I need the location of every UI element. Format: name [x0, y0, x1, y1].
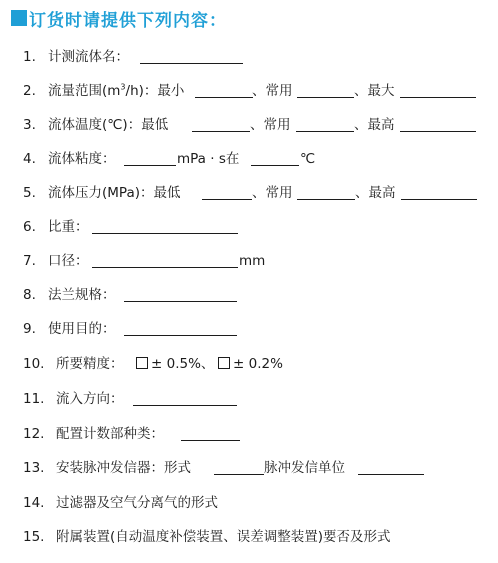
- accuracy-option-0-5[interactable]: ± 0.5%、: [136, 353, 214, 375]
- item-label: 使用目的：: [48, 321, 116, 337]
- fill-blank-type[interactable]: [214, 474, 264, 475]
- item-number: 6.: [23, 219, 36, 235]
- item-pulse-transmitter: [0, 457, 498, 479]
- fill-blank-normal[interactable]: [297, 97, 354, 98]
- fill-blank-pulse-unit[interactable]: [358, 474, 424, 475]
- fill-blank-min[interactable]: [202, 199, 252, 200]
- fill-blank-viscosity[interactable]: [124, 165, 176, 166]
- item-number: 2.: [23, 83, 36, 99]
- fill-blank-max[interactable]: [401, 199, 477, 200]
- item-label: 流体温度(℃)：最低: [48, 117, 169, 133]
- item-purpose: [0, 318, 498, 340]
- item-flow-range: [0, 80, 498, 102]
- item-bore-diameter: [0, 250, 498, 272]
- fill-blank[interactable]: [181, 440, 240, 441]
- viscosity-unit-label: mPa · s在: [177, 151, 240, 167]
- item-specific-gravity: [0, 216, 498, 238]
- separator-max: 、最高: [354, 117, 395, 133]
- item-label: 所要精度：: [56, 356, 124, 372]
- item-number: 1.: [23, 49, 36, 65]
- fill-blank-max[interactable]: [400, 131, 476, 132]
- checkbox-icon[interactable]: [136, 357, 148, 369]
- item-label: 流量范围$(m^3/h)$：最小: [48, 82, 185, 99]
- diameter-unit: mm: [239, 253, 266, 269]
- item-number: 11.: [23, 391, 45, 407]
- item-label: 安装脉冲发信器：形式: [56, 460, 191, 476]
- separator-max: 、最大: [354, 83, 395, 99]
- item-fluid-pressure: [0, 182, 498, 204]
- item-flange-spec: [0, 284, 498, 306]
- item-counter-type: [0, 423, 498, 445]
- item-label: 流入方向：: [56, 391, 124, 407]
- item-label: 流体压力(MPa)：最低: [48, 185, 181, 201]
- item-label: 附属装置(自动温度补偿装置、误差调整装置)要否及形式: [56, 529, 391, 545]
- fill-blank[interactable]: [133, 405, 237, 406]
- fill-blank-min[interactable]: [195, 97, 253, 98]
- item-label: 法兰规格：: [48, 287, 116, 303]
- separator-normal: 、常用: [252, 185, 293, 201]
- temperature-unit: ℃: [300, 151, 316, 167]
- separator-normal: 、常用: [250, 117, 291, 133]
- section-heading: [11, 5, 227, 31]
- item-fluid-name: [0, 46, 498, 68]
- fill-blank[interactable]: [92, 267, 238, 268]
- item-fluid-temperature: [0, 114, 498, 136]
- separator-max: 、最高: [355, 185, 396, 201]
- fill-blank[interactable]: [124, 301, 237, 302]
- item-label: 过滤器及空气分离气的形式: [56, 495, 218, 511]
- item-number: 8.: [23, 287, 36, 303]
- heading-square-icon: [11, 10, 27, 26]
- separator-normal: 、常用: [252, 83, 293, 99]
- item-required-accuracy: [0, 353, 498, 375]
- item-label: 比重：: [48, 219, 89, 235]
- item-label: 计测流体名：: [48, 49, 129, 65]
- heading-text: 订货时请提供下列内容：: [29, 10, 227, 31]
- item-number: 3.: [23, 117, 36, 133]
- accuracy-option-0-2[interactable]: ± 0.2%: [218, 353, 283, 375]
- fill-blank-normal[interactable]: [296, 131, 354, 132]
- item-number: 5.: [23, 185, 36, 201]
- item-number: 13.: [23, 460, 45, 476]
- pulse-unit-label: 脉冲发信单位: [264, 460, 345, 476]
- fill-blank-temperature[interactable]: [251, 165, 299, 166]
- item-inflow-direction: [0, 388, 498, 410]
- checkbox-icon[interactable]: [218, 357, 230, 369]
- fill-blank[interactable]: [124, 335, 237, 336]
- item-fluid-viscosity: [0, 148, 498, 170]
- fill-blank[interactable]: [140, 63, 243, 64]
- item-number: 4.: [23, 151, 36, 167]
- item-number: 12.: [23, 426, 45, 442]
- item-label: 配置计数部种类：: [56, 426, 164, 442]
- item-number: 7.: [23, 253, 36, 269]
- item-number: 10.: [23, 356, 45, 372]
- item-number: 15.: [23, 529, 45, 545]
- item-label: 口径：: [48, 253, 89, 269]
- fill-blank-min[interactable]: [192, 131, 250, 132]
- fill-blank-normal[interactable]: [297, 199, 355, 200]
- item-label: 流体粘度：: [48, 151, 116, 167]
- item-number: 14.: [23, 495, 45, 511]
- item-filter-air-separator: [0, 492, 498, 514]
- item-number: 9.: [23, 321, 36, 337]
- fill-blank[interactable]: [92, 233, 238, 234]
- item-accessory-devices: [0, 526, 498, 548]
- fill-blank-max[interactable]: [400, 97, 476, 98]
